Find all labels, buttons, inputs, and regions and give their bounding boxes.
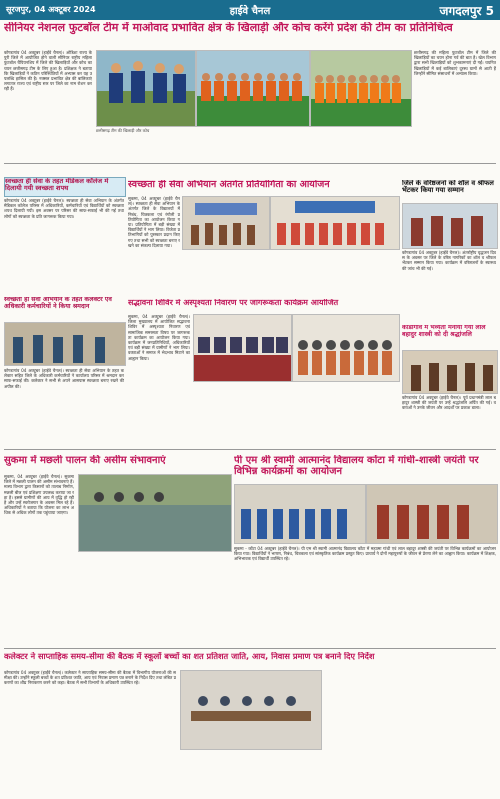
collector-shramdaan-headline: स्वच्छता ही सेवा अभियान के तहत कलेक्टर एवं अधिकारी कर्मचारियों ने किया श्रमदान xyxy=(4,297,112,310)
fish-farming-body-continued xyxy=(78,553,230,644)
cleanliness-competition-headline: स्वच्छता ही सेवा अभियान अंतर्गत प्रतियोगिता का आयोजन xyxy=(128,180,330,190)
masthead xyxy=(0,0,500,20)
collector-meeting-body: कोण्डागांव 04 अक्टूबर (हाईवे चैनल)। कलेक्टर ने साप्ताहिक समय-सीमा की बैठक में विभागीय योजनाओं की समीक्षा की। उन्होंने स्कूली बच्चों के शत प्रतिशत जाति, आय एवं निवास प्रमाण पत्र बनाने के निर्देश दिए तथा लंबित प्रकरणों का शीघ्र निराकरण करने को कहा। बैठक में सभी विभागों के अधिकारी उपस्थित रहे। xyxy=(4,670,176,686)
pm-shri-body: सुकमा - कोंटा 04 अक्टूबर (हाईवे चैनल)। पी एम श्री स्वामी आत्मानंद विद्यालय कोंटा में महात्मा गांधी एवं लाल बहादुर शास्त्री की जयंती पर विभिन्न कार्यक्रमों का आयोजन किया गया। विद्यार्थियों ने भाषण, निबंध, चित्रकला एवं सांस्कृतिक कार्यक्रम प्रस्तुत किए। प्राचार्य ने दोनों महापुरुषों के जीवन से प्रेरणा लेने का आह्वान किया। कार्यक्रम में शिक्षक, अभिभावक एवं विद्यार्थी उपस्थित रहे। xyxy=(234,546,496,562)
harmony-camp-body-continued xyxy=(193,384,398,446)
football-body: कोण्डागांव 04 अक्टूबर (हाईवे चैनल)। ओडिशा राज्य के पुरी जिले में आयोजित होने वाली सीनियर राष्ट्रीय महिला फुटबॉल चैंपियनशिप में जिले की खिलाड़ियों और कोच का चयन छत्तीसगढ़ टीम के लिए हुआ है। प्रशिक्षक ने बताया कि खिलाड़ियों ने कठिन परिस्थितियों में अभ्यास कर यह उपलब्धि हासिल की है। नक्सल प्रभावित क्षेत्र की बालिकाएं लगातार राज्य एवं राष्ट्रीय स्तर पर जिले का नाम रोशन कर रही हैं। xyxy=(4,50,92,92)
page-number: 5 xyxy=(485,4,494,18)
divider xyxy=(4,648,496,649)
collector-shramdaan-photo xyxy=(4,322,126,366)
shastri-tribute-body: कोण्डागांव 04 अक्टूबर (हाईवे चैनल)। पूर्व प्रधानमंत्री लाल बहादुर शास्त्री की जयंती पर उन्हें श्रद्धांजलि अर्पित की गई। वक्ताओं ने उनके जीवन और आदर्शों पर प्रकाश डाला। xyxy=(402,395,496,411)
collector-meeting-body-mid xyxy=(180,752,320,795)
fish-farming-photo xyxy=(78,474,232,552)
senior-citizens-photo xyxy=(402,203,498,249)
harmony-camp-photo-crowd xyxy=(292,314,400,382)
medical-college-headline: स्वच्छता ही सेवा के तहत मेडिकल कॉलेज में दिलायी गयी स्वच्छता शपथ xyxy=(4,177,126,197)
collector-shramdaan-body: कोण्डागांव 04 अक्टूबर (हाईवे चैनल)। स्वच्छता ही सेवा अभियान के तहत कलेक्टर सहित जिले के अधिकारी कर्मचारियों ने कार्यालय परिसर में श्रमदान कर साफ-सफाई की। कलेक्टर ने सभी से अपने आसपास स्वच्छता बनाए रखने की अपील की। xyxy=(4,368,124,389)
senior-citizens-headline: जिले के वरिष्ठजनों को शॉल व श्रीफल भेंटकर किया गया सम्मान xyxy=(402,180,494,195)
masthead-city: जगदलपुर 5 xyxy=(439,4,494,18)
football-headline: सीनियर नेशनल फुटबॉल टीम में माओवाद प्रभावित क्षेत्र के खिलाड़ी और कोच करेंगे प्रदेश की टीम का प्रतिनिधित्व xyxy=(4,22,453,34)
football-photo-team xyxy=(196,50,310,127)
cleanliness-group-photo xyxy=(270,196,400,250)
medical-college-body: कोण्डागांव 04 अक्टूबर (हाईवे चैनल)। स्वच्छता ही सेवा अभियान के अंतर्गत मेडिकल कॉलेज परिसर में अधिकारियों, कर्मचारियों एवं विद्यार्थियों को स्वच्छता शपथ दिलायी गयी। इस अवसर पर परिसर की साफ-सफाई भी की गई तथा लोगों को स्वच्छता के प्रति जागरूक किया गया। xyxy=(4,198,124,219)
football-photo-squad xyxy=(310,50,412,127)
masthead-date: सूरजपुर, 04 अक्टूबर 2024 xyxy=(6,5,96,14)
pm-shri-headline: पी एम श्री स्वामी आत्मानंद विद्यालय कोंटा में गांधी-शास्त्री जयंती पर विभिन्न कार्यक्रमों का आयोजन xyxy=(234,455,479,477)
cleanliness-competition-body: सुकमा, 04 अक्टूबर (हाईवे चैनल)। स्वच्छता ही सेवा अभियान के अंतर्गत जिले के विद्यालयों में निबंध, चित्रकला एवं रंगोली प्रतियोगिता का आयोजन किया गया। प्रतियोगिता में बड़ी संख्या में विद्यार्थियों ने भाग लिया। विजेता प्रतिभागियों को पुरस्कार प्रदान किए गए तथा सभी को स्वच्छता बनाए रखने का संकल्प दिलाया गया। xyxy=(128,196,180,248)
cleanliness-competition-body-continued xyxy=(182,250,398,294)
divider xyxy=(4,163,496,164)
collector-meeting-headline: कलेक्टर ने साप्ताहिक समय-सीमा की बैठक में स्कूलों बच्चों का शत प्रतिशत जाति, आय, निवास प्रमाण पत्र बनाने दिए निर्देश xyxy=(4,652,375,661)
shastri-tribute-photo xyxy=(402,350,498,394)
fish-farming-body: सुकमा, 04 अक्टूबर (हाईवे चैनल)। सुकमा जिले में मछली पालन की असीम संभावनाएं हैं। मत्स्य विभाग द्वारा किसानों को तालाब निर्माण, मछली बीज एवं प्रशिक्षण उपलब्ध कराया जा रहा है। इससे ग्रामीणों की आय में वृद्धि हो रही है और उन्हें स्वरोजगार के अवसर मिल रहे हैं। अधिकारियों ने बताया कि योजना का लाभ अधिक से अधिक लोगों तक पहुंचाया जाएगा। xyxy=(4,474,74,516)
football-photo-caption: छत्तीसगढ़ टीम की खिलाड़ी और कोच xyxy=(96,128,150,133)
harmony-camp-photo-hall xyxy=(193,314,292,382)
masthead-section: हाईवे चैनल xyxy=(229,6,271,17)
harmony-camp-headline: सद्भावना शिविर में अस्पृश्यता निवारण पर जागरूकता कार्यक्रम आयोजित xyxy=(128,299,339,307)
fish-farming-headline: सुकमा में मछली पालन की असीम संभावनाएं xyxy=(4,455,166,466)
football-side-text: छत्तीसगढ़ की महिला फुटबॉल टीम में जिले की खिलाड़ियों का चयन होना गर्व की बात है। खेल विभाग द्वारा सभी खिलाड़ियों को शुभकामनाएं दी गईं। चयनित खिलाड़ियों में कई बालिकाएं दूरस्थ ग्रामों से आती हैं जिन्होंने सीमित संसाधनों में अभ्यास किया। xyxy=(414,50,496,76)
pm-shri-photo-students xyxy=(234,484,366,544)
divider xyxy=(4,449,496,450)
shastri-tribute-headline: कोंडागांव में भव्यता मनायी गया लाल बहादुर शास्त्री को दी श्रद्धांजलि xyxy=(402,325,486,338)
senior-citizens-body: कोण्डागांव 04 अक्टूबर (हाईवे चैनल)। अंतर्राष्ट्रीय वृद्धजन दिवस के अवसर पर जिले के वरिष्ठ नागरिकों का शॉल व श्रीफल भेंटकर सम्मान किया गया। कार्यक्रम में वरिष्ठजनों के स्वास्थ्य की जांच भी की गई। xyxy=(402,250,496,271)
harmony-camp-body: सुकमा, 04 अक्टूबर (हाईवे चैनल)। जिला मुख्यालय में आयोजित सद्भावना शिविर में अस्पृश्यता निवारण एवं सामाजिक समरसता विषय पर जागरूकता कार्यक्रम का आयोजन किया गया। कार्यक्रम में जनप्रतिनिधियों, अधिकारियों एवं बड़ी संख्या में ग्रामीणों ने भाग लिया। वक्ताओं ने समाज में भेदभाव मिटाने का आह्वान किया। xyxy=(128,314,190,361)
football-photo-players xyxy=(96,50,196,127)
cleanliness-competition-photo xyxy=(182,196,270,250)
collector-meeting-photo xyxy=(180,670,322,750)
pm-shri-photo-event xyxy=(366,484,498,544)
collector-meeting-body-right xyxy=(324,670,496,795)
